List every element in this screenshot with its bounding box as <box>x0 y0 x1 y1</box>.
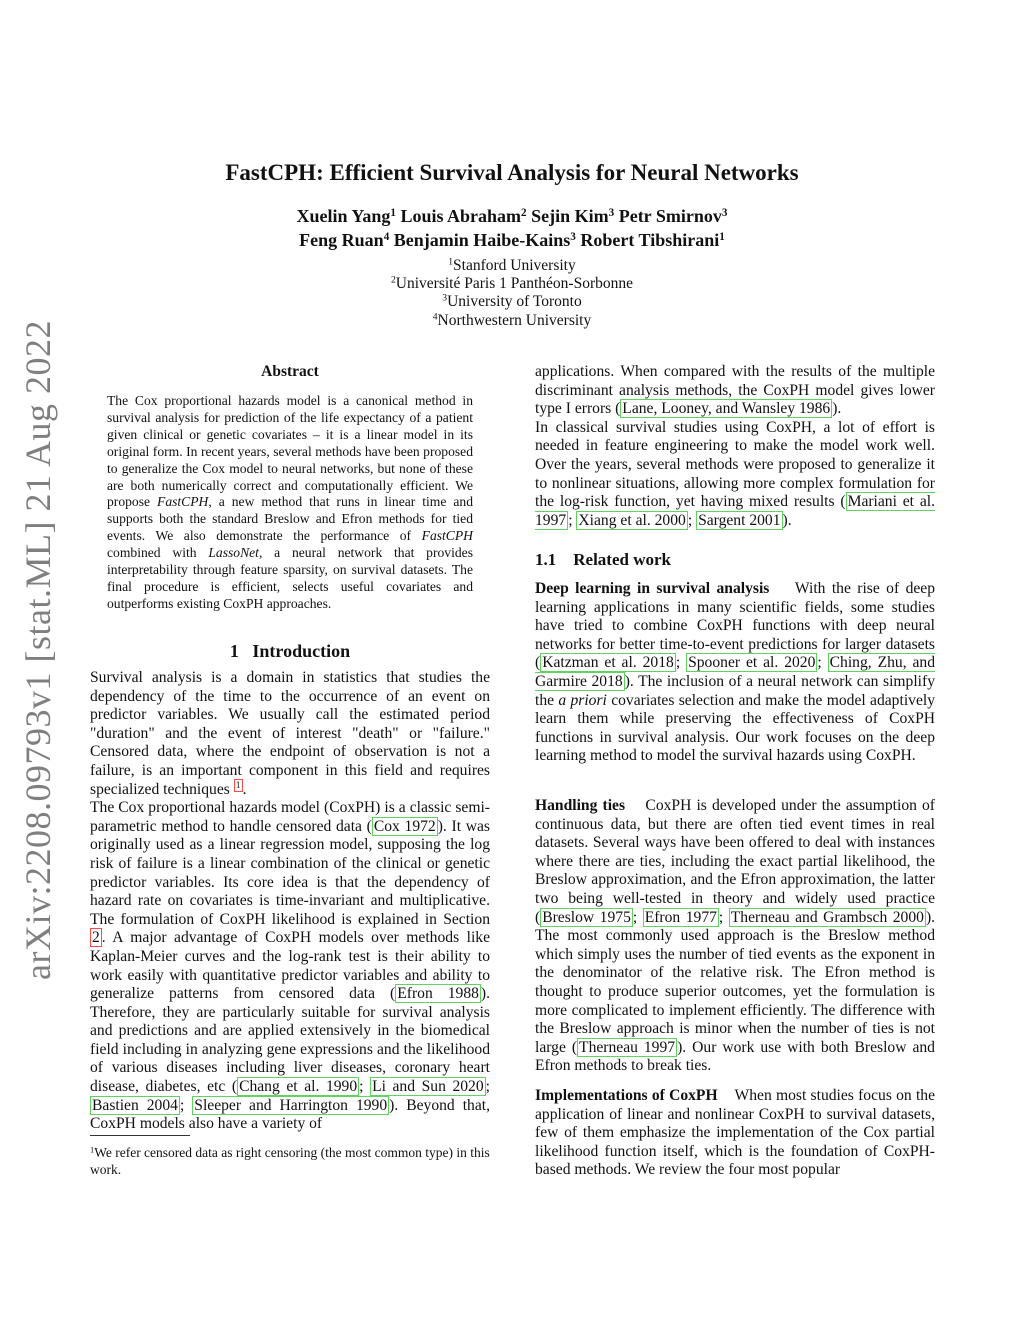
citation-link[interactable]: Lane, Looney, and Wansley 1986 <box>622 400 831 418</box>
paragraph-text: covariates selection and make the model adaptively learn them while preserving the effectiveness of CoxPH functions in survival analysis. Our work focuses on the deep learning method to model the survival hazards using CoxPH. <box>535 691 935 765</box>
affiliation <box>0 257 1024 275</box>
paragraph-text: In classical survival studies using CoxPH, a lot of effort is needed in feature engineering to make the model work well. Over the years, several methods were proposed to generalize it to nonlinear situations, allowing more complex formulation for the log-risk function, yet having mixed results ( <box>535 418 935 511</box>
emphasis-text: a priori <box>558 691 607 709</box>
paper-title: FastCPH: Efficient Survival Analysis for Neural Networks <box>225 160 799 185</box>
arxiv-identifier: arXiv:2208.09793v1 [stat.ML] 21 Aug 2022 <box>18 320 58 980</box>
author-name: Sejin Kim <box>531 206 609 226</box>
abstract-text: , a neural network that provides interpretability through feature sparsity, on survival datasets. The final procedure is efficient, selects useful covariates and outperforms existing CoxPH approaches. <box>107 545 473 611</box>
separator: ; <box>718 908 729 926</box>
section-heading-introduction <box>90 641 490 662</box>
affiliation-name: Université Paris 1 Panthéon-Sorbonne <box>395 275 633 292</box>
separator: ; <box>179 1096 193 1114</box>
author-name: Petr Smirnov <box>618 206 722 226</box>
footnote <box>90 1144 490 1178</box>
citation-link[interactable]: Ching, Zhu, and Garmire 2018 <box>535 654 936 690</box>
citation-link[interactable]: Sargent 2001 <box>698 511 781 529</box>
citation-link[interactable]: Bastien 2004 <box>92 1096 178 1114</box>
paragraph-text: . <box>242 780 247 798</box>
footnote-number: 1 <box>90 1145 95 1155</box>
paragraph-text: The Cox proportional hazards model (CoxPH) is a classic semi-parametric method to handle censored data ( <box>90 799 490 835</box>
paragraph-text: . A major advantage of CoxPH models over methods like Kaplan-Meier curves and the log-rank test is their ability to work easily with quantitative predictor variables and ability to generalize patterns from censored data ( <box>90 929 490 1003</box>
paragraph-text: applications. When compared with the results of the multiple discriminant analysis methods, the CoxPH model gives lower type I errors ( <box>535 363 935 418</box>
affiliation <box>0 312 1024 330</box>
paragraph-text: CoxPH is developed under the assumption of continuous data, but there are often tied event times in real datasets. Several ways have been offered to deal with instances where there are ties, including the exact partial likelihood, the Breslow approximation, and the Efron approximation, the latter two being well-tested in theory and widely used practice ( <box>535 797 936 926</box>
affiliation-name: University of Toronto <box>447 293 582 310</box>
citation-link[interactable]: Breslow 1975 <box>542 908 631 926</box>
author-affiliation-mark: 1 <box>390 206 396 219</box>
paragraph <box>535 580 935 766</box>
separator: ; <box>632 908 643 926</box>
separator: ; <box>687 511 697 529</box>
abstract-body <box>107 393 473 613</box>
author-affiliation-mark: 3 <box>608 206 615 219</box>
citation-link[interactable]: Spooner et al. 2020 <box>688 654 816 672</box>
citation-link[interactable]: Efron 1988 <box>397 985 479 1003</box>
paragraph-text: ). Our work use with both Breslow and Efron methods to break ties. <box>535 1038 935 1075</box>
author-affiliation-mark: 4 <box>383 230 390 243</box>
affiliation-number: 1 <box>448 256 454 268</box>
paragraph <box>535 797 935 1076</box>
subsection-number: 1.1 <box>535 550 557 569</box>
abstract-text: combined with <box>107 545 209 561</box>
author-affiliation-mark: 2 <box>521 206 527 219</box>
paragraph-text: With the rise of deep learning applications in many scientific fields, some studies have tried to combine CoxPH functions with deep neural networks for better time-to-event predictions for larger datasets ( <box>535 580 935 672</box>
affiliation-number: 3 <box>442 292 448 304</box>
abstract-heading: Abstract <box>261 363 319 380</box>
footnote-rule <box>90 1135 190 1136</box>
paragraph-text: ). The most commonly used approach is the Breslow method which simply uses the number of tied events as the exponent in the denominator of the relative risk. The Efron method is thought to produce superior outcomes, yet the formulation is more complicated to implement efficiently. The difference with the Breslow approach is minor when the number of ties is not large ( <box>535 908 936 1056</box>
right-column-top <box>535 363 935 530</box>
paragraph <box>90 799 490 1134</box>
paragraph-heading: Deep learning in survival analysis <box>535 580 770 597</box>
paragraph-heading: Handling ties <box>535 797 626 814</box>
affiliation-name: Northwestern University <box>437 312 592 329</box>
related-work-handling-ties <box>535 797 935 1076</box>
footnote-text: We refer censored data as right censoring (the most common type) in this work. <box>90 1145 490 1177</box>
citation-link[interactable]: Sleeper and Harrington 1990 <box>194 1096 388 1114</box>
author-affiliation-mark: 3 <box>721 206 728 219</box>
citation-link[interactable]: Efron 1977 <box>644 908 717 926</box>
author-name: Xuelin Yang <box>296 206 391 226</box>
separator: ; <box>675 654 687 672</box>
method-name: FastCPH <box>421 528 473 544</box>
author-name: Louis Abraham <box>400 206 522 226</box>
citation-link[interactable]: Therneau and Grambsch 2000 <box>730 908 924 926</box>
paragraph-text: ). Therefore, they are particularly suitable for survival analysis and predictions and are applied extensively in the biomedical field including in analyzing gene expressions and the likelihood of various diseases including liver diseases, coronary heart disease, diabetes, etc ( <box>90 985 491 1096</box>
method-name: LassoNet <box>208 545 259 561</box>
author-name: Feng Ruan <box>299 230 384 250</box>
paragraph-text: When most studies focus on the application of linear and nonlinear CoxPH to survival datasets, few of them emphasize the implementation of the Cox partial likelihood function itself, which is the foundation of CoxPH-based methods. We review the four most popular <box>535 1087 935 1179</box>
arxiv-sidebar <box>8 320 68 980</box>
paragraph-text: ). <box>832 400 842 418</box>
affiliation <box>0 275 1024 293</box>
author-affiliation-mark: 3 <box>570 230 576 243</box>
abstract-text: , a new method that runs in linear time and supports both the standard Breslow and Efron methods for tied events. We also demonstrate the performance of <box>107 494 474 544</box>
section-title: Introduction <box>252 641 351 661</box>
authors-line-2 <box>0 230 1024 251</box>
paragraph-text: ). Beyond that, CoxPH models also have a variety of <box>90 1096 490 1133</box>
footnote-link[interactable]: 1 <box>235 780 241 792</box>
paragraph <box>535 363 935 419</box>
related-work-implementations <box>535 1087 935 1180</box>
paragraph-text: ). <box>782 511 792 529</box>
separator: ; <box>359 1078 371 1096</box>
separator: ; <box>817 654 828 672</box>
paragraph-text: ). It was originally used as a linear regression model, supposing the log risk of failure is a linear combination of the clinical or genetic predictor variables. Its core idea is that the dependency of hazard rate on covariates is time-invariant and multiplicative. The formulation of CoxPH likelihood is explained in Section <box>90 817 490 928</box>
affiliation <box>0 293 1024 311</box>
citation-link[interactable]: Xiang et al. 2000 <box>578 511 686 529</box>
subsection-heading-related-work <box>535 550 935 570</box>
section-link[interactable]: 2 <box>92 929 100 947</box>
affiliation-number: 2 <box>391 274 396 286</box>
affiliation-name: Stanford University <box>453 257 576 274</box>
section-number: 1 <box>229 641 239 661</box>
paragraph <box>535 419 935 531</box>
abstract-text: The Cox proportional hazards model is a canonical method in survival analysis for prediction of the life expectancy of a patient given clinical or genetic covariates – it is a linear model in its original form. In recent years, several methods have been proposed to generalize the Cox model to neural networks, but none of these are both numerically correct and computationally efficient. We propose <box>107 393 473 510</box>
paragraph-text: Survival analysis is a domain in statistics that studies the dependency of the time to the occurrence of an event on predictor variables. We usually call the estimated period "duration" and the event of interest "death" or "failure." Censored data, where the endpoint of observation is not a failure, is an important component in this field and requires specialized techniques <box>90 669 490 798</box>
paragraph <box>90 669 490 799</box>
left-column-body <box>90 669 490 1134</box>
paragraph-heading: Implementations of CoxPH <box>535 1087 718 1104</box>
citation-link[interactable]: Chang et al. 1990 <box>239 1078 358 1096</box>
citation-link[interactable]: Mariani et al. 1997 <box>535 493 935 529</box>
author-affiliation-mark: 1 <box>719 230 725 243</box>
separator: ; <box>568 511 577 529</box>
citation-link[interactable]: Li and Sun 2020 <box>372 1078 484 1096</box>
citation-link[interactable]: Therneau 1997 <box>579 1038 676 1056</box>
separator: ; <box>485 1078 490 1096</box>
subsection-title: Related work <box>573 550 671 569</box>
citation-link[interactable]: Cox 1972 <box>373 817 436 835</box>
affiliation-number: 4 <box>432 311 438 323</box>
related-work-deep-learning <box>535 580 935 766</box>
paragraph <box>535 1087 935 1180</box>
citation-link[interactable]: Katzman et al. 2018 <box>542 654 674 672</box>
author-name: Benjamin Haibe-Kains <box>393 230 571 250</box>
paragraph-text: ). The inclusion of a neural network can simplify the <box>535 672 935 709</box>
method-name: FastCPH <box>157 494 209 510</box>
author-name: Robert Tibshirani <box>580 230 720 250</box>
authors-line-1 <box>0 206 1024 227</box>
